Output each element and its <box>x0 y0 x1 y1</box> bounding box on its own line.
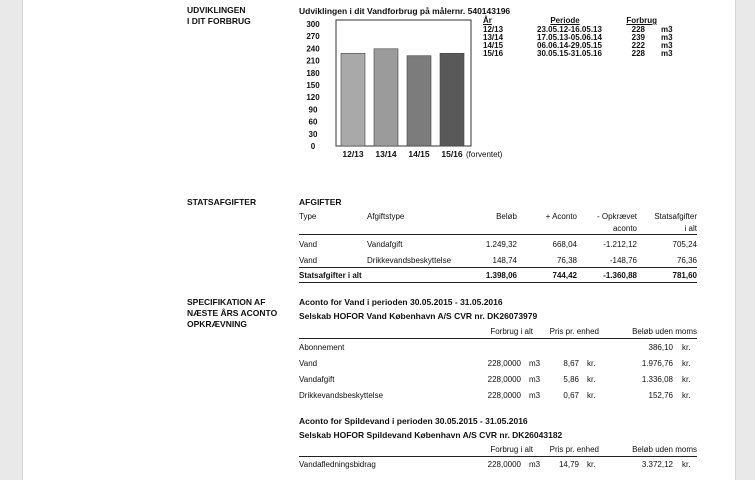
afgifter-sum-rule <box>299 267 697 268</box>
chart-note: (forventet) <box>466 150 503 159</box>
vand-row-price: 0,67 <box>563 391 579 400</box>
period-row-year: 14/15 <box>483 41 504 50</box>
period-row-value: 228 <box>631 25 645 34</box>
spildevand-header-rule <box>299 456 697 457</box>
section-label-specifikation: SPECIFIKATION AF NÆSTE ÅRS ACONTO OPKRÆVNING <box>187 297 278 329</box>
chart-y-tick-label: 270 <box>306 32 320 42</box>
period-header-usage: Forbrug <box>626 16 657 25</box>
afgifter-header-aconto: + Aconto <box>545 212 577 221</box>
afgifter-header-type: Type <box>299 212 317 221</box>
chart-y-tick-label: 240 <box>306 44 320 54</box>
period-header-period: Periode <box>550 16 580 25</box>
chart-x-tick-label: 13/14 <box>375 149 397 159</box>
chart-y-tick-label: 30 <box>308 129 318 139</box>
period-header-year: År <box>483 16 492 25</box>
vand-row-label: Drikkevandsbeskyttelse <box>299 391 384 400</box>
section-label-udviklingen: UDVIKLINGEN I DIT FORBRUG <box>187 5 251 26</box>
vand-row-qty-unit: m3 <box>529 359 541 368</box>
vand-row-amount-unit: kr. <box>682 375 691 384</box>
chart-x-tick-label: 14/15 <box>408 149 430 159</box>
chart-bar-13-14 <box>374 49 398 146</box>
vand-header-forbrug: Forbrug i alt <box>490 327 533 336</box>
period-row-value: 239 <box>631 33 645 42</box>
chart-bar-12-13 <box>341 53 365 146</box>
spildevand-row-price-unit: kr. <box>587 460 596 469</box>
period-row-year: 15/16 <box>483 49 504 58</box>
afgifter-row-opkraevet: -148,76 <box>609 256 637 265</box>
afgifter-bottom-rule <box>299 282 697 283</box>
spildevand-header-belob: Beløb uden moms <box>632 445 697 454</box>
afgifter-sum-total: 781,60 <box>672 271 697 280</box>
period-row-period: 23.05.12-16.05.13 <box>537 25 602 34</box>
afgifter-row-afgiftstype: Vandafgift <box>367 240 403 249</box>
afgifter-header-opkraevet: - Opkrævet aconto <box>596 212 637 233</box>
spildevand-header-forbrug: Forbrug i alt <box>490 445 533 454</box>
chart-y-tick-label: 0 <box>310 142 316 151</box>
afgifter-row-aconto: 76,38 <box>556 256 577 265</box>
afgifter-title: AFGIFTER <box>299 197 342 207</box>
afgifter-row-aconto: 668,04 <box>552 240 577 249</box>
period-row-unit: m3 <box>661 33 673 42</box>
period-row-period: 06.06.14-29.05.15 <box>537 41 602 50</box>
afgifter-header-belob: Beløb <box>496 212 517 221</box>
spildevand-header-pris: Pris pr. enhed <box>549 445 599 454</box>
vand-row-qty: 228,0000 <box>487 359 521 368</box>
afgifter-row-opkraevet: -1.212,12 <box>603 240 637 249</box>
section-label-statsafgifter: STATSAFGIFTER <box>187 197 257 207</box>
chart-y-tick-label: 180 <box>306 68 320 78</box>
chart-y-tick-label: 150 <box>306 81 320 90</box>
vand-row-amount: 1.976,76 <box>641 359 673 368</box>
chart-y-tick-label: 120 <box>306 93 320 103</box>
chart-x-tick-label: 15/16 <box>441 149 463 159</box>
spildevand-row-amount-unit: kr. <box>682 460 691 469</box>
vand-row-amount: 1.336,08 <box>641 375 673 384</box>
period-row-year: 12/13 <box>483 25 504 34</box>
chart-bar-14-15 <box>407 56 431 146</box>
period-row-value: 228 <box>631 49 645 58</box>
chart-y-tick-label: 90 <box>308 105 318 115</box>
vand-header-pris: Pris pr. enhed <box>549 327 599 336</box>
vand-row-label: Vand <box>299 359 318 368</box>
vand-abonnement-amount: 386,10 <box>648 343 673 352</box>
period-row-year: 13/14 <box>483 33 504 42</box>
spildevand-row-amount: 3.372,12 <box>641 460 673 469</box>
spildevand-row-qty-unit: m3 <box>529 460 541 469</box>
vand-row-qty-unit: m3 <box>529 375 541 384</box>
vand-row-price-unit: kr. <box>587 391 596 400</box>
period-row-value: 222 <box>631 41 645 50</box>
vand-row-price: 8,67 <box>563 359 579 368</box>
vand-row-price: 5,86 <box>563 375 579 384</box>
vand-row-label: Vandafgift <box>299 375 335 384</box>
vand-row-price-unit: kr. <box>587 359 596 368</box>
chart-bar-15-16 <box>440 53 464 146</box>
afgifter-sum-aconto: 744,42 <box>552 271 577 280</box>
vand-row-amount-unit: kr. <box>682 391 691 400</box>
afgifter-header-statsafgifter: Statsafgifter i alt <box>654 212 697 233</box>
vand-header-rule <box>299 338 697 339</box>
afgifter-header-rule <box>299 234 697 235</box>
vand-title: Aconto for Vand i perioden 30.05.2015 - 31.05.2016 <box>299 297 503 307</box>
spildevand-company: Selskab HOFOR Spildevand København A/S CVR nr. DK26043182 <box>299 430 563 440</box>
afgifter-row-belob: 1.249,32 <box>485 240 517 249</box>
invoice-page <box>22 0 736 480</box>
vand-row-price-unit: kr. <box>587 375 596 384</box>
spildevand-row-qty: 228,0000 <box>487 460 521 469</box>
vand-company: Selskab HOFOR Vand København A/S CVR nr. DK26073979 <box>299 311 538 321</box>
vand-row-qty-unit: m3 <box>529 391 541 400</box>
afgifter-row-total: 76,36 <box>676 256 697 265</box>
period-row-period: 30.05.15-31.05.16 <box>537 49 602 58</box>
period-row-unit: m3 <box>661 49 673 58</box>
chart-y-tick-label: 300 <box>306 20 320 29</box>
vand-row-amount-unit: kr. <box>682 359 691 368</box>
afgifter-row-type: Vand <box>299 256 318 265</box>
spildevand-row-price: 14,79 <box>558 460 579 469</box>
afgifter-row-belob: 148,74 <box>492 256 517 265</box>
afgifter-sum-label: Statsafgifter i alt <box>299 271 362 280</box>
spildevand-row-label: Vandafledningsbidrag <box>299 460 376 469</box>
afgifter-sum-belob: 1.398,06 <box>485 271 517 280</box>
chart-y-tick-label: 60 <box>308 117 318 127</box>
vand-row-qty: 228,0000 <box>487 391 521 400</box>
chart-x-tick-label: 12/13 <box>342 149 364 159</box>
afgifter-row-type: Vand <box>299 240 318 249</box>
vand-header-belob: Beløb uden moms <box>632 327 697 336</box>
afgifter-row-afgiftstype: Drikkevandsbeskyttelse <box>367 256 452 265</box>
chart-y-tick-label: 210 <box>306 56 320 66</box>
spildevand-title: Aconto for Spildevand i perioden 30.05.2015 - 31.05.2016 <box>299 416 528 426</box>
vand-abonnement-label: Abonnement <box>299 343 345 352</box>
afgifter-sum-opkraevet: -1.360,88 <box>603 271 637 280</box>
vand-row-amount: 152,76 <box>648 391 673 400</box>
vand-abonnement-unit: kr. <box>682 343 691 352</box>
chart-title: Udviklingen i dit Vandforbrug på målernr. 540143196 <box>299 6 511 16</box>
period-row-period: 17.05.13-05.06.14 <box>537 33 602 42</box>
period-row-unit: m3 <box>661 25 673 34</box>
vand-row-qty: 228,0000 <box>487 375 521 384</box>
afgifter-row-total: 705,24 <box>672 240 697 249</box>
period-row-unit: m3 <box>661 41 673 50</box>
afgifter-header-afgiftstype: Afgiftstype <box>367 212 405 221</box>
